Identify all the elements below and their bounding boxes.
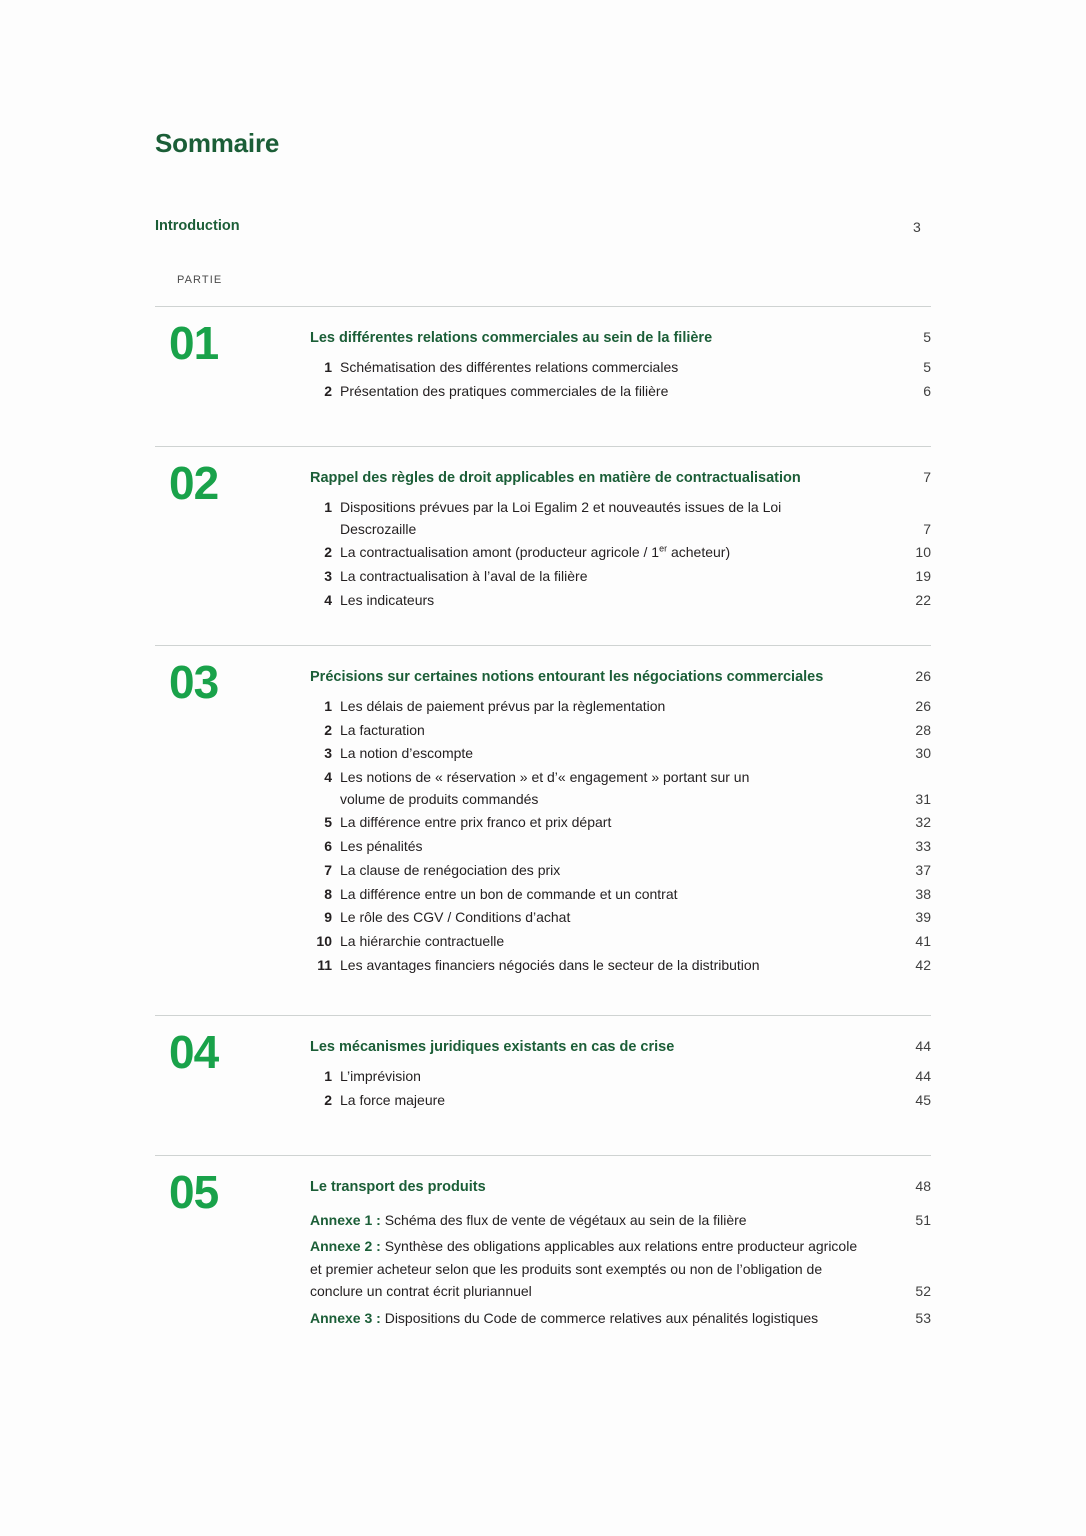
item-page: 37 [915, 861, 931, 878]
item-number: 2 [324, 1091, 332, 1108]
item-page: 6 [923, 382, 931, 399]
item-page: 10 [915, 544, 931, 561]
section-page: 44 [915, 1038, 931, 1054]
item-number: 1 [324, 1068, 332, 1084]
annexe-page: 53 [915, 1309, 931, 1326]
section-title: Rappel des règles de droit applicables en matière de contractualisation [310, 470, 801, 486]
annexe-text: Dispositions du Code de commerce relatives aux pénalités logistiques [384, 1309, 819, 1326]
item-page: 31 [915, 790, 931, 807]
annexe-label: Annexe 2 : [310, 1238, 381, 1255]
list-item[interactable] [310, 357, 931, 379]
toc-section-03[interactable] [155, 645, 931, 996]
toc-section-02[interactable] [155, 446, 931, 631]
section-title: Le transport des produits [310, 1179, 486, 1195]
list-item[interactable] [310, 497, 931, 540]
item-number: 1 [324, 359, 332, 375]
item-number: 1 [324, 698, 332, 714]
item-label: Schématisation des différentes relations commerciales [340, 359, 679, 375]
item-number: 1 [324, 499, 332, 515]
item-label: Les indicateurs [340, 591, 435, 608]
item-label: Les délais de paiement prévus par la règlementation [340, 698, 666, 714]
annexe-entry[interactable] [310, 1235, 931, 1302]
item-label: Les notions de « réservation » et d’« engagement » portant sur un volume de produits commandés [340, 769, 750, 807]
item-label: La différence entre un bon de commande et un contrat [340, 885, 678, 902]
item-label: La différence entre prix franco et prix départ [340, 814, 612, 831]
section-number: 04 [169, 1026, 219, 1078]
section-number: 01 [169, 317, 219, 369]
item-number: 3 [324, 568, 332, 585]
list-item[interactable] [310, 542, 931, 564]
item-page: 28 [915, 721, 931, 738]
item-number: 2 [324, 382, 332, 399]
list-item[interactable] [310, 836, 931, 858]
item-label: La force majeure [340, 1091, 446, 1108]
list-item[interactable] [310, 720, 931, 742]
item-page: 45 [915, 1091, 931, 1108]
toc-section-01[interactable] [155, 306, 931, 422]
item-number: 5 [324, 814, 332, 831]
item-label: La contractualisation amont (producteur agricole / 1er acheteur) [340, 543, 731, 561]
item-page: 33 [915, 838, 931, 855]
item-label: Dispositions prévues par la Loi Egalim 2 et nouveautés issues de la Loi Descrozaille [340, 499, 782, 537]
item-number: 8 [324, 885, 332, 902]
list-item[interactable] [310, 884, 931, 906]
item-label: La contractualisation à l’aval de la filière [340, 568, 588, 585]
item-number: 10 [316, 932, 332, 949]
list-item[interactable] [310, 1066, 931, 1088]
item-label: La notion d’escompte [340, 745, 474, 762]
item-label: La facturation [340, 721, 425, 738]
toc-section-04[interactable] [155, 1015, 931, 1131]
toc-section-05[interactable] [155, 1155, 931, 1347]
list-item[interactable] [310, 907, 931, 929]
list-item[interactable] [310, 743, 931, 765]
section-page: 26 [915, 668, 931, 684]
item-page: 7 [923, 520, 931, 537]
item-label: La clause de renégociation des prix [340, 861, 561, 878]
item-page: 39 [915, 909, 931, 926]
item-number: 4 [324, 591, 332, 608]
item-label: Présentation des pratiques commerciales de la filière [340, 382, 669, 399]
annexe-text: Synthèse des obligations applicables aux relations entre producteur agricole et premier acheteur selon que les produits sont exemptés ou non de l’obligation de conclure un contrat écrit pluriannuel [310, 1238, 858, 1300]
section-number: 05 [169, 1166, 219, 1218]
item-page: 38 [915, 885, 931, 902]
toc-intro-page: 3 [913, 219, 921, 235]
list-item[interactable] [310, 955, 931, 977]
item-page: 5 [923, 359, 931, 375]
list-item[interactable] [310, 931, 931, 953]
page-title: Sommaire [155, 128, 280, 158]
list-item[interactable] [310, 1090, 931, 1112]
item-page: 30 [915, 745, 931, 762]
annexe-page: 52 [915, 1283, 931, 1300]
item-number: 6 [324, 838, 332, 855]
section-title: Les différentes relations commerciales au sein de la filière [310, 330, 713, 346]
list-item[interactable] [310, 767, 931, 810]
item-page: 26 [915, 698, 931, 714]
list-item[interactable] [310, 566, 931, 588]
section-page: 7 [923, 469, 931, 485]
item-number: 11 [317, 956, 332, 973]
partie-label: PARTIE [177, 274, 223, 286]
item-label: Les pénalités [340, 838, 423, 855]
item-number: 7 [324, 861, 332, 878]
item-number: 9 [324, 909, 332, 926]
item-number: 4 [324, 769, 332, 786]
item-number: 3 [324, 745, 332, 762]
annexe-label: Annexe 1 : [310, 1212, 381, 1228]
section-number: 03 [169, 656, 219, 708]
annexe-entry[interactable] [310, 1307, 931, 1329]
item-number: 2 [324, 721, 332, 738]
list-item[interactable] [310, 590, 931, 612]
list-item[interactable] [310, 696, 931, 718]
section-title: Les mécanismes juridiques existants en cas de crise [310, 1039, 675, 1055]
toc-intro-label: Introduction [155, 218, 240, 234]
item-page: 19 [915, 568, 931, 585]
list-item[interactable] [310, 860, 931, 882]
item-page: 44 [915, 1068, 931, 1084]
section-title: Précisions sur certaines notions entourant les négociations commerciales [310, 669, 824, 685]
annexe-text: Schéma des flux de vente de végétaux au sein de la filière [384, 1212, 747, 1228]
item-label: L’imprévision [340, 1068, 421, 1084]
item-number: 2 [324, 544, 332, 561]
section-number: 02 [169, 457, 219, 509]
section-page: 5 [923, 329, 931, 345]
list-item[interactable] [310, 381, 931, 403]
annexe-label: Annexe 3 : [310, 1309, 381, 1326]
item-page: 42 [915, 956, 931, 973]
annexe-page: 51 [915, 1212, 931, 1228]
item-page: 32 [915, 814, 931, 831]
item-label: Les avantages financiers négociés dans le secteur de la distribution [340, 956, 760, 973]
list-item[interactable] [310, 812, 931, 834]
item-page: 41 [915, 932, 931, 949]
section-page: 48 [915, 1178, 931, 1194]
item-label: Le rôle des CGV / Conditions d’achat [340, 909, 571, 926]
annexe-entry[interactable] [310, 1209, 931, 1231]
item-page: 22 [915, 591, 931, 608]
item-label: La hiérarchie contractuelle [340, 932, 505, 949]
